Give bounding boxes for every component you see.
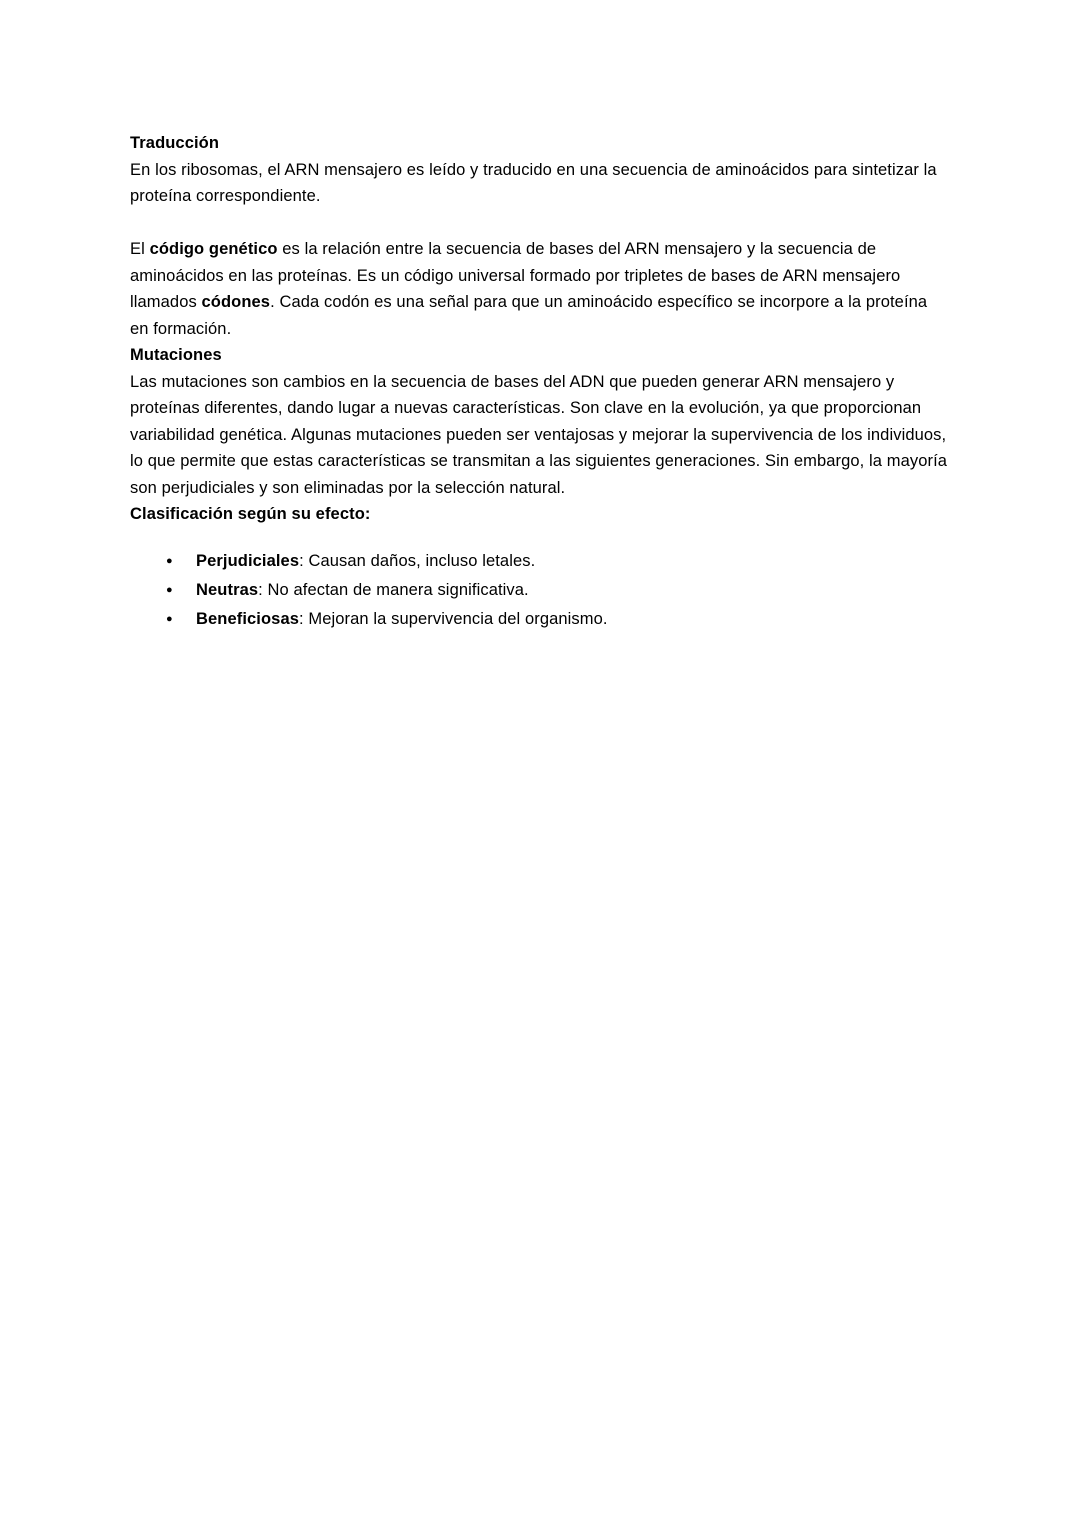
heading-mutaciones: Mutaciones <box>130 346 222 364</box>
section-mutaciones <box>130 342 948 501</box>
list-item-text <box>196 606 948 633</box>
term-description: : Mejoran la supervivencia del organismo. <box>299 609 608 628</box>
text-run-bold-codigo-genetico: código genético <box>149 240 278 258</box>
text-run: El <box>130 240 150 258</box>
bullet-icon: ● <box>166 554 173 567</box>
list-item-beneficiosas <box>166 606 948 635</box>
term-description: : Causan daños, incluso letales. <box>299 551 536 570</box>
list-item-perjudiciales <box>166 548 948 577</box>
bullet-icon: ● <box>166 583 173 596</box>
section-traduccion <box>130 130 948 342</box>
term-neutras: Neutras <box>196 580 259 599</box>
term-beneficiosas: Beneficiosas <box>196 609 299 628</box>
paragraph-traduccion-1: En los ribosomas, el ARN mensajero es leído y traducido en una secuencia de aminoácidos para sintetizar la proteína correspondiente. <box>130 160 937 205</box>
paragraph-traduccion-2 <box>130 236 948 342</box>
list-item-text <box>196 548 948 575</box>
text-run: es la relación entre la secuencia de bases del ARN mensajero y la secuencia de aminoácidos en las proteínas. Es un código universal formado por tripletes de bases de ARN mensajero llamados <box>130 240 901 311</box>
list-item-text <box>196 577 948 604</box>
list-item-neutras <box>166 577 948 606</box>
heading-clasificacion: Clasificación según su efecto: <box>130 505 371 523</box>
heading-traduccion: Traducción <box>130 134 220 152</box>
term-description: : No afectan de manera significativa. <box>258 580 529 599</box>
text-run-bold-codones: códones <box>201 293 271 311</box>
bullet-list-efectos <box>130 548 948 635</box>
term-perjudiciales: Perjudiciales <box>196 551 300 570</box>
section-clasificacion <box>130 501 948 635</box>
bullet-icon: ● <box>166 612 173 625</box>
paragraph-mutaciones-1: Las mutaciones son cambios en la secuencia de bases del ADN que pueden generar ARN mensajero y proteínas diferentes, dando lugar a nuevas características. Son clave en la evolución, ya que proporcionan variabilidad genética. Algunas mutaciones pueden ser ventajosas y mejorar la supervivencia de los individuos, lo que permite que estas características se transmitan a las siguientes generaciones. Sin embargo, la mayoría son perjudiciales y son eliminadas por la selección natural. <box>130 372 948 497</box>
text-run: . Cada codón es una señal para que un aminoácido específico se incorpore a la proteína en formación. <box>130 293 928 338</box>
